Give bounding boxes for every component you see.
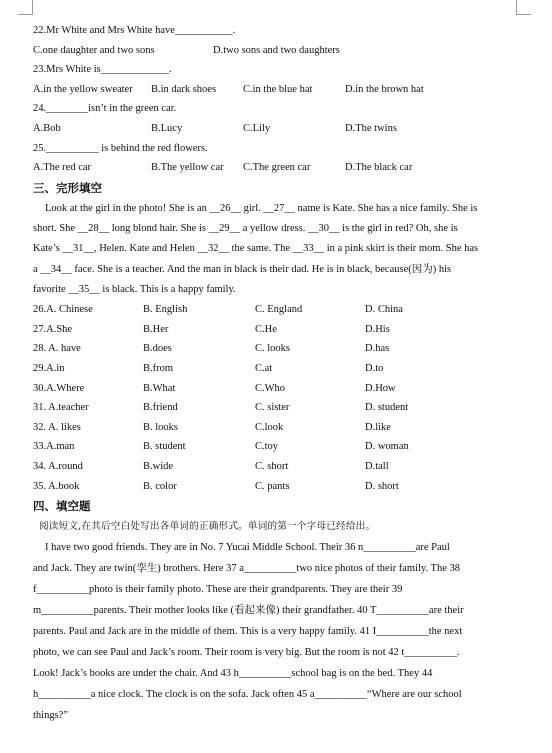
worksheet-page [33, 21, 523, 726]
section3-title: 三、完形填空 [33, 180, 102, 195]
part1-questions [33, 21, 523, 178]
answer-options-row [33, 158, 523, 178]
answer-option: D.The twins [345, 122, 397, 134]
choice-option: D.has [365, 343, 390, 355]
choice-option: 29.A.in [33, 363, 65, 375]
passage-line: a __34__ face. She is a teacher. And the man in black is their dad. He is in black, because(因为) his [33, 263, 452, 275]
choice-option: B.does [143, 343, 172, 355]
choice-option: D.to [365, 363, 384, 375]
page-corner-mark-left [18, 0, 33, 15]
answer-option: C.Lily [243, 122, 271, 134]
choice-option: D. woman [365, 441, 409, 453]
choice-option: 28. A. have [33, 343, 81, 355]
answer-option: B.in dark shoes [151, 83, 217, 95]
section4-instruction: 阅读短文,在其后空白处写出各单词的正确形式。单词的第一个字母已经给出。 [39, 521, 376, 533]
question-text: 22.Mr White and Mrs White have___________. [33, 25, 236, 36]
choice-option: D.like [365, 421, 391, 433]
choice-row [33, 379, 523, 399]
choice-option: 34. A.round [33, 460, 83, 472]
answer-option: C.The green car [243, 162, 311, 174]
page-corner-mark-right [516, 0, 531, 15]
question-stem [33, 21, 523, 41]
choice-option: B. student [143, 441, 186, 453]
choice-option: B.Her [143, 323, 169, 335]
choice-option: C. looks [255, 343, 291, 355]
answer-option: C.in the blue hat [243, 83, 313, 95]
choice-option: D. short [365, 480, 399, 492]
choice-option: 32. A. likes [33, 421, 81, 433]
cloze-choices [33, 300, 523, 496]
answer-option: C.one daughter and two sons [33, 44, 155, 56]
choice-row [33, 477, 523, 497]
passage-line: short. She __28__ long blond hair. She is __29__ a yellow dress. __30__ is the girl in red? Oh, she is [33, 223, 458, 235]
choice-option: C. short [255, 460, 289, 472]
choice-option: C.toy [255, 441, 279, 453]
answer-option: D.in the brown hat [345, 83, 424, 95]
section4-title: 四、填空题 [33, 499, 91, 514]
cloze-passage [33, 199, 523, 300]
choice-option: D.How [365, 382, 396, 394]
answer-option: A.in the yellow sweater [33, 83, 133, 95]
question-stem [33, 99, 523, 119]
choice-option: B.friend [143, 402, 178, 414]
choice-row [33, 457, 523, 477]
passage-line: I have two good friends. They are in No. 7 Yucai Middle School. Their 36 n__________are Paul [45, 541, 450, 553]
answer-options-row [33, 80, 523, 100]
passage-line: h__________a nice clock. The clock is on the sofa. Jack often 45 a__________“Where are our school [33, 688, 462, 700]
choice-row [33, 418, 523, 438]
passage-line: f__________photo is their family photo. These are their grandparents. They are their 39 [33, 583, 403, 595]
question-text: 23.Mrs White is_____________. [33, 64, 172, 76]
choice-option: C.look [255, 421, 284, 433]
choice-option: 27.A.She [33, 323, 73, 335]
choice-option: 35. A.book [33, 480, 80, 492]
answer-option: B.Lucy [151, 122, 183, 134]
choice-option: C.at [255, 363, 273, 375]
choice-option: B. color [143, 480, 177, 492]
choice-option: C. sister [255, 402, 290, 414]
question-stem [33, 60, 523, 80]
choice-option: C.He [255, 323, 277, 335]
choice-option: C. pants [255, 480, 290, 492]
answer-option: A.Bob [33, 122, 61, 134]
choice-row [33, 437, 523, 457]
passage-line: favorite __35__ is black. This is a happy family. [33, 283, 236, 295]
choice-option: 31. A.teacher [33, 402, 89, 414]
answer-options-row [33, 119, 523, 139]
choice-row [33, 339, 523, 359]
passage-line: things?” [33, 709, 68, 721]
question-text: 24.________isn’t in the green car. [33, 103, 177, 115]
choice-option: B.from [143, 363, 174, 375]
passage-line: parents. Paul and Jack are in the middle of them. This is a very happy family. 41 I__________the next [33, 625, 463, 637]
choice-row [33, 300, 523, 320]
answer-option: D.two sons and two daughters [213, 44, 340, 56]
choice-option: C.Who [255, 382, 286, 394]
passage-line: and Jack. They are twin(孪生) brothers. Here 37 a__________two nice photos of their family. The 38 [33, 562, 460, 574]
choice-option: D. China [365, 304, 403, 316]
passage-line: photo, we can see Paul and Jack’s room. Their room is very big. But the room is not 42 t__________. [33, 646, 460, 658]
passage-line: Look! Jack’s books are under the chair. And 43 h__________school bag is on the bed. They 44 [33, 667, 433, 679]
answer-option: D.The black car [345, 162, 413, 174]
choice-row [33, 398, 523, 418]
passage-line: Look at the girl in the photo! She is an __26__ girl. __27__ name is Kate. She has a nice family. She is [45, 202, 478, 214]
answer-options-row [33, 41, 523, 61]
passage-line: m__________parents. Their mother looks like (看起来像) their grandfather. 40 T__________are their [33, 604, 464, 616]
choice-option: 33.A.man [33, 441, 75, 453]
question-stem [33, 139, 523, 159]
choice-option: D. student [365, 402, 409, 414]
choice-option: B. English [143, 304, 188, 316]
choice-option: B.wide [143, 460, 174, 472]
fill-in-passage [33, 537, 523, 726]
choice-option: D.tall [365, 460, 389, 472]
choice-option: B. looks [143, 421, 179, 433]
choice-row [33, 359, 523, 379]
answer-option: B.The yellow car [151, 162, 224, 174]
answer-option: A.The red car [33, 162, 92, 174]
choice-option: 26.A. Chinese [33, 304, 93, 316]
question-text: 25.__________ is behind the red flowers. [33, 142, 208, 154]
choice-option: C. England [255, 304, 303, 316]
choice-option: 30.A.Where [33, 382, 85, 394]
choice-option: D.His [365, 323, 390, 335]
passage-line: Kate’s __31__, Helen. Kate and Helen __32__ the same. The __33__ in a pink skirt is their mom. She has [33, 243, 479, 255]
choice-option: B.What [143, 382, 176, 394]
choice-row [33, 320, 523, 340]
